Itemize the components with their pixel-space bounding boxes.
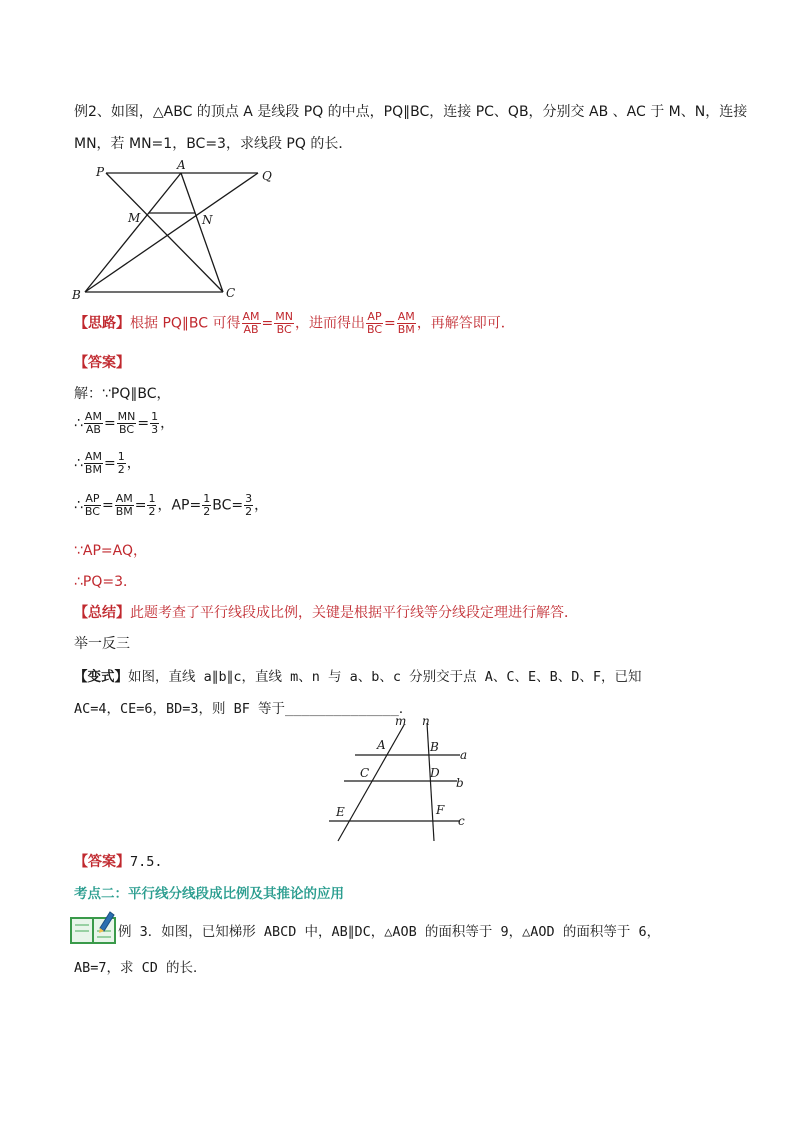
- summary-tag: 【总结】: [74, 605, 130, 621]
- label-A: A: [177, 158, 186, 172]
- label-b: b: [456, 776, 464, 790]
- segment-pc: [106, 173, 223, 292]
- thinking-text-b: ，进而得出: [294, 315, 365, 332]
- answer-tag: 【答案】: [74, 355, 130, 371]
- fraction: $\frac{AM}{AB}$: [242, 310, 260, 336]
- answer-line1: 解：∵PQ∥BC，: [74, 386, 171, 402]
- summary-line: [74, 602, 578, 622]
- line-m: [338, 725, 404, 841]
- answer-line6: ∴PQ=3．: [74, 574, 138, 590]
- segment-ab: [85, 173, 181, 292]
- label-m: m: [395, 714, 407, 728]
- fraction: $\frac{MN}{BC}$: [275, 310, 293, 336]
- fraction: $\frac{AP}{BC}$: [366, 310, 383, 336]
- section2-heading: 考点二：平行线分线段成比例及其推论的应用: [74, 886, 344, 902]
- label-C: C: [226, 286, 236, 300]
- variant-answer-line: [74, 851, 163, 871]
- label-D: D: [430, 766, 440, 780]
- variant-line1: 【变式】如图，直线 a∥b∥c，直线 m、n 与 a、b、c 分别交于点 A、C、E、B、D、F，已知: [74, 669, 642, 685]
- label-B: B: [430, 740, 439, 754]
- label-n: n: [422, 714, 430, 728]
- thinking-tag: 【思路】: [74, 315, 130, 332]
- ex3-line2: AB=7，求 CD 的长．: [74, 960, 207, 976]
- answer-line2: ∴ $\frac{AM}{AB}$ = $\frac{MN}{BC}$ = $\frac{1}{3}$ ，: [74, 410, 175, 436]
- answer-line3: ∴ $\frac{AM}{BM}$ = $\frac{1}{2}$ ，: [74, 450, 141, 476]
- label-M: M: [128, 211, 141, 225]
- parallel-lines-figure: [322, 713, 472, 848]
- label-B: B: [72, 288, 81, 302]
- answer-line4: ∴ $\frac{AP}{BC}$ = $\frac{AM}{BM}$ = $\frac{1}{2}$ ，AP= $\frac{1}{2}$ BC= $\frac{3}{2}$ ，: [74, 492, 269, 518]
- triangle-figure: [68, 158, 288, 303]
- variant-tag: 【变式】: [74, 669, 128, 685]
- thinking-text-a: 根据 PQ∥BC 可得: [130, 315, 241, 332]
- label-c: c: [458, 814, 465, 828]
- heading-juyi: 举一反三: [74, 636, 130, 652]
- label-a: a: [460, 748, 468, 762]
- book-pencil-icon: [70, 910, 116, 944]
- variant-line2: AC=4，CE=6，BD=3，则 BF 等于______________．: [74, 701, 413, 717]
- label-A: A: [377, 738, 386, 752]
- ex3-line1: 例 3．如图，已知梯形 ABCD 中，AB∥DC，△AOB 的面积等于 9，△AOD 的面积等于 6，: [118, 924, 661, 940]
- variant-answer-tag: 【答案】: [74, 854, 130, 870]
- fraction: $\frac{AM}{BM}$: [397, 310, 415, 336]
- label-F: F: [436, 803, 445, 817]
- segment-ac: [181, 173, 223, 292]
- label-N: N: [202, 213, 213, 227]
- summary-text: 此题考查了平行线段成比例，关键是根据平行线等分线段定理进行解答．: [130, 605, 578, 621]
- ex2-line2: MN，若 MN=1，BC=3，求线段 PQ 的长．: [74, 136, 353, 152]
- thinking-text-c: ，再解答即可．: [416, 315, 515, 332]
- thinking-line: 【思路】根据 PQ∥BC 可得 $\frac{AM}{AB}$ = $\frac{MN}{BC}$ ，进而得出 $\frac{AP}{BC}$ = $\frac{AM}{BM}$ ，再解答即可．: [74, 310, 515, 336]
- variant-answer-value: 7.5.: [130, 854, 163, 870]
- ex2-line1: 例2、如图，△ABC 的顶点 A 是线段 PQ 的中点，PQ∥BC，连接 PC、QB，分别交 AB 、AC 于 M、N，连接: [74, 104, 748, 120]
- label-P: P: [96, 165, 105, 179]
- label-E: E: [336, 805, 345, 819]
- label-Q: Q: [262, 169, 272, 183]
- answer-line5: ∵AP=AQ，: [74, 543, 148, 559]
- label-C: C: [360, 766, 370, 780]
- segment-qb: [85, 173, 258, 292]
